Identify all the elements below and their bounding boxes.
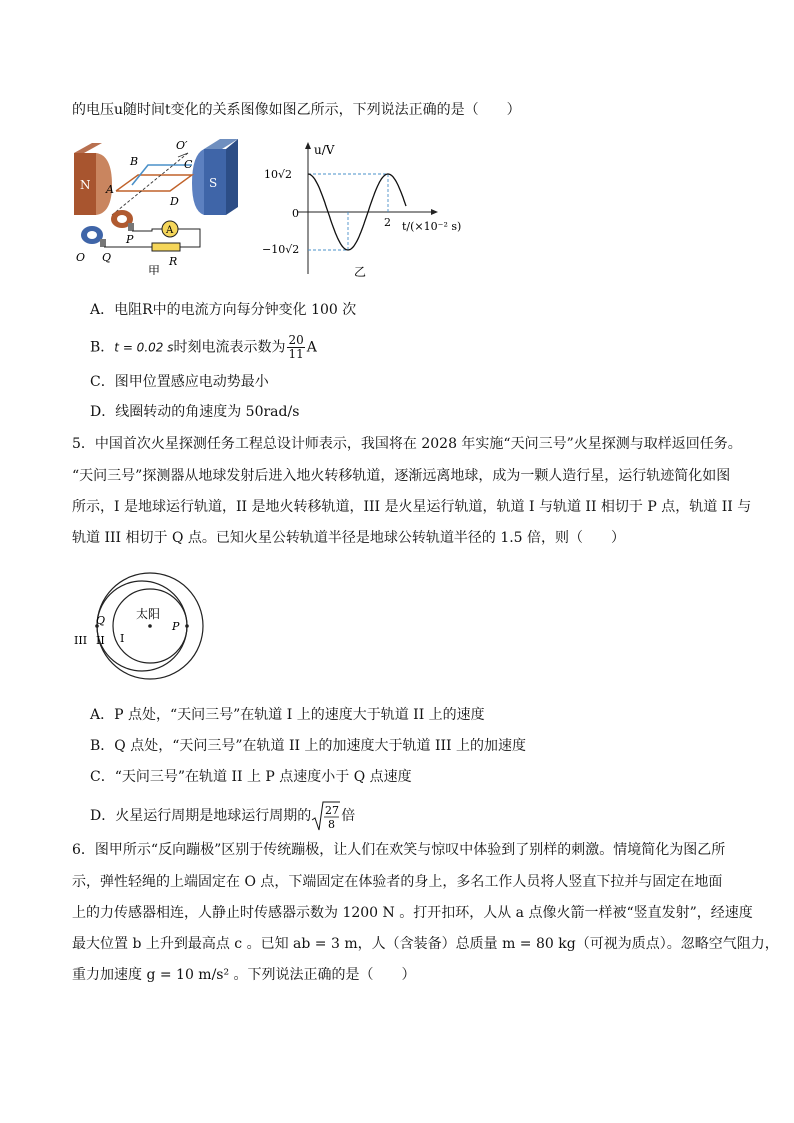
q4-option-d: D．线圈转动的角速度为 50rad/s <box>90 404 300 420</box>
label-a: A <box>106 183 114 196</box>
sqrt-fraction <box>311 800 341 832</box>
tick-bottom: −10√2 <box>262 243 300 256</box>
tick-zero: 0 <box>292 207 299 220</box>
caption-jia: 甲 <box>148 264 161 275</box>
label-n: N <box>80 178 91 192</box>
q4-option-b-unit: A <box>306 339 317 356</box>
fraction-denominator: 11 <box>288 347 304 361</box>
q6-line-1: 6．图甲所示“反向蹦极”区别于传统蹦极，让人们在欢笑与惊叹中体验到了别样的刺激。情境简化为图乙所 <box>72 842 726 858</box>
figure-yi-graph <box>262 140 472 280</box>
label-o: O <box>76 251 86 264</box>
q5-line-2: “天问三号”探测器从地球发射后进入地火转移轨道，逐渐远离地球，成为一颗人造行星，运行轨迹简化如图 <box>72 468 731 484</box>
label-c: C <box>184 158 193 171</box>
q6-line-5: 重力加速度 g = 10 m/s² 。下列说法正确的是（ ） <box>72 967 416 983</box>
q5-option-d <box>90 800 355 832</box>
sqrt-denominator: 8 <box>328 818 336 831</box>
label-d: D <box>170 195 179 208</box>
label-orbit-ii: II <box>96 634 105 647</box>
label-p-orbit: P <box>172 620 180 633</box>
q5-option-b: B．Q 点处，“天问三号”在轨道 II 上的加速度大于轨道 III 上的加速度 <box>90 738 526 754</box>
q5-line-1: 5．中国首次火星探测任务工程总设计师表示，我国将在 2028 年实施“天问三号”火星探测与取样返回任务。 <box>72 436 742 452</box>
label-b: B <box>130 155 139 168</box>
label-p: P <box>126 233 134 246</box>
label-q-orbit: Q <box>96 614 106 627</box>
label-s: S <box>209 176 218 190</box>
q4-option-b-fraction <box>287 334 304 361</box>
fraction-numerator: 20 <box>288 333 304 347</box>
y-axis-label: u/V <box>314 143 335 157</box>
q5-line-4: 轨道 III 相切于 Q 点。已知火星公转轨道半径是地球公转轨道半径的 1.5 倍，则（ ） <box>72 530 626 546</box>
sun-dot <box>148 624 152 628</box>
tick-x-2: 2 <box>384 216 391 229</box>
x-axis-label: t/(×10⁻² s) <box>402 220 462 233</box>
label-r: R <box>169 255 178 268</box>
label-ammeter: A <box>166 225 174 236</box>
q4-option-c: C．图甲位置感应电动势最小 <box>90 374 269 390</box>
tick-top: 10√2 <box>264 168 293 181</box>
label-orbit-iii: III <box>74 634 88 647</box>
label-o-prime: O′ <box>176 139 188 152</box>
label-q: Q <box>102 251 112 264</box>
q5-option-d-suffix: 倍 <box>341 808 356 824</box>
coil <box>116 175 192 191</box>
sqrt-numerator: 27 <box>325 804 340 817</box>
resistor-r <box>152 243 180 251</box>
q5-line-3: 所示，I 是地球运行轨道，II 是地火转移轨道，III 是火星运行轨道，轨道 I 与轨道 II 相切于 P 点，轨道 II 与 <box>72 499 752 515</box>
label-orbit-i: I <box>120 632 125 645</box>
q4-option-a: A．电阻R中的电流方向每分钟变化 100 次 <box>90 302 357 318</box>
point-p <box>185 624 189 628</box>
n-magnet-top <box>74 143 102 153</box>
q6-line-3: 上的力传感器相连，人静止时传感器示数为 1200 N 。打开扣环，人从 a 点像火箭一样被“竖直发射”，经速度 <box>72 905 753 921</box>
q4-option-b-time: t = 0.02 s <box>114 340 174 355</box>
q5-option-c: C．“天问三号”在轨道 II 上 P 点速度小于 Q 点速度 <box>90 769 412 785</box>
q4-stem-tail: 的电压u随时间t变化的关系图像如图乙所示，下列说法正确的是（ ） <box>72 102 521 118</box>
q6-line-2: 示，弹性轻绳的上端固定在 O 点，下端固定在体验者的身上，多名工作人员将人竖直下拉并与固定在地面 <box>72 874 723 890</box>
q4-option-b-prefix: B． <box>90 339 115 356</box>
q5-option-a: A．P 点处，“天问三号”在轨道 I 上的速度大于轨道 II 上的速度 <box>90 707 485 723</box>
caption-yi: 乙 <box>354 265 367 279</box>
figure-jia-generator <box>72 135 242 275</box>
q6-line-4: 最大位置 b 上升到最高点 c 。已知 ab = 3 m，人（含装备）总质量 m = 80 kg（可视为质点）。忽略空气阻力， <box>72 936 779 952</box>
q5-option-d-prefix: D．火星运行周期是地球运行周期的 <box>90 808 312 824</box>
figure-orbits <box>72 570 222 690</box>
q4-option-b <box>90 334 317 361</box>
label-sun: 太阳 <box>136 607 161 621</box>
q4-option-b-text: 时刻电流表示数为 <box>173 339 286 356</box>
